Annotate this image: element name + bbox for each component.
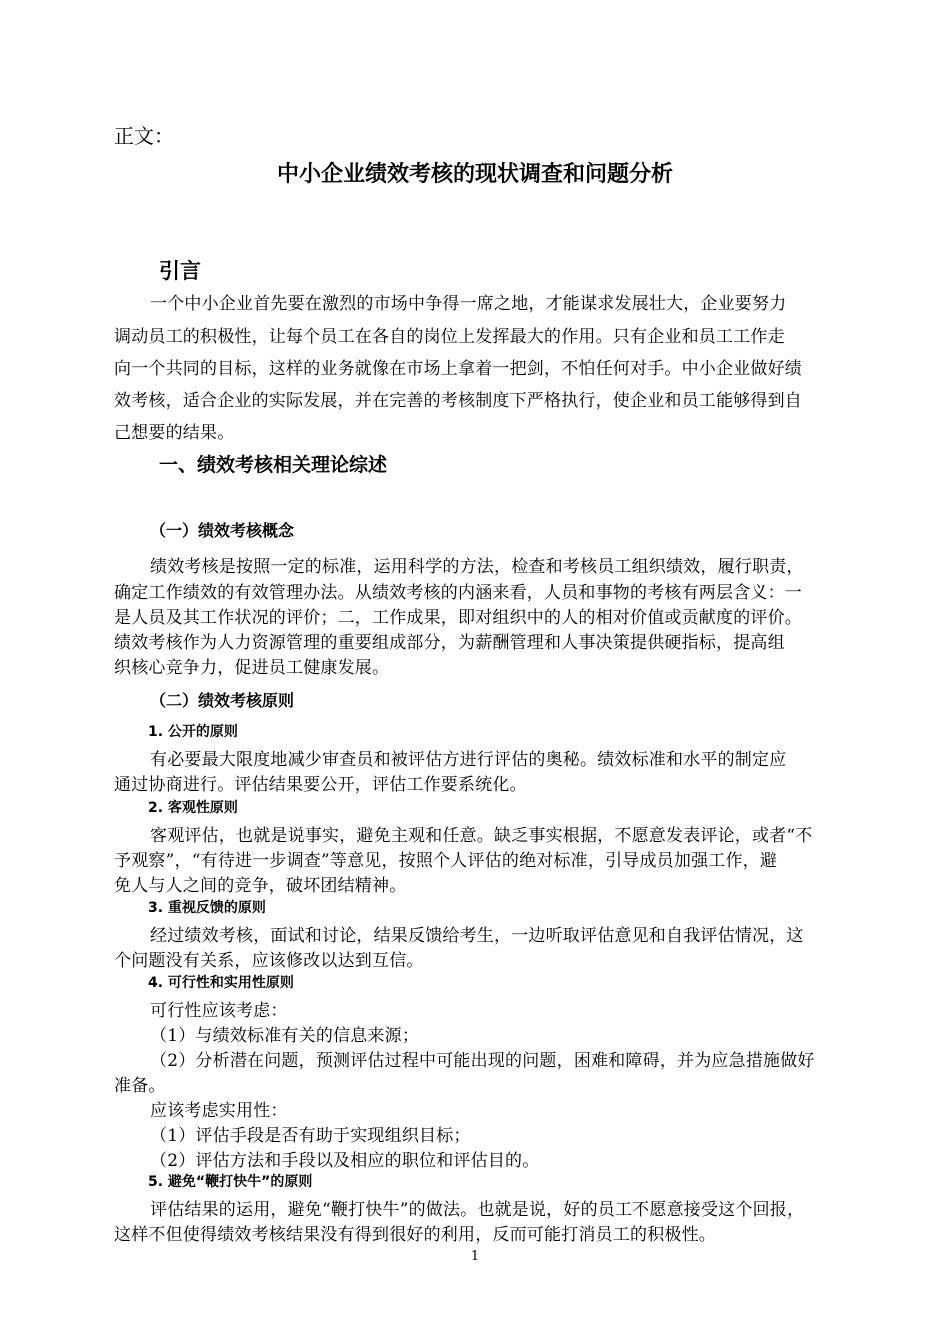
principle-2-line-1: 客观评估，也就是说事实，避免主观和任意。缺乏事实根据，不愿意发表评论，或者“不	[150, 826, 813, 846]
body-label: 正文：	[114, 124, 174, 148]
principle-4-line-5: 应该考虑实用性：	[150, 1101, 288, 1121]
principle-4-line-2: （1）与绩效标准有关的信息来源；	[150, 1026, 420, 1046]
intro-line-5: 己想要的结果。	[114, 423, 235, 443]
principle-2-line-2: 予观察”，“有待进一步调查”等意见，按照个人评估的绝对标准，引导成员加强工作，避	[114, 851, 778, 871]
principle-3-line-2: 个问题没有关系，应该修改以达到互信。	[114, 951, 424, 971]
principle-3-line-1: 经过绩效考核，面试和讨论，结果反馈给考生，一边听取评估意见和自我评估情况，这	[150, 926, 804, 946]
section-1-heading: 一、绩效考核相关理论综述	[159, 454, 388, 476]
sub1-line-1: 绩效考核是按照一定的标准，运用科学的方法，检查和考核员工组织绩效，履行职责，	[150, 557, 804, 577]
sub1-line-5: 织核心竞争力，促进员工健康发展。	[114, 658, 390, 678]
intro-heading: 引言	[159, 259, 201, 283]
sub1-line-2: 确定工作绩效的有效管理办法。从绩效考核的内涵来看，人员和事物的考核有两层含义：一	[114, 583, 802, 603]
principle-1-line-1: 有必要最大限度地减少审查员和被评估方进行评估的奥秘。绩效标准和水平的制定应	[150, 750, 787, 770]
principle-4-line-4: 准备。	[114, 1076, 166, 1096]
principle-4-line-1: 可行性应该考虑：	[150, 1001, 288, 1021]
principle-1-line-2: 通过协商进行。评估结果要公开，评估工作要系统化。	[114, 775, 527, 795]
sub1-line-3: 是人员及其工作状况的评价；二，工作成果，即对组织中的人的相对价值或贡献度的评价。	[114, 608, 802, 628]
principle-5-line-2: 这样不但使得绩效考核结果没有得到很好的利用，反而可能打消员工的积极性。	[114, 1225, 716, 1245]
page-number: 1	[470, 1249, 480, 1264]
subsection-1-heading: （一）绩效考核概念	[150, 521, 295, 540]
principle-4-line-7: （2）评估方法和手段以及相应的职位和评估目的。	[150, 1151, 540, 1171]
principle-1-heading: 1. 公开的原则	[148, 724, 238, 740]
principle-4-heading: 4. 可行性和实用性原则	[148, 975, 294, 991]
principle-4-line-6: （1）评估手段是否有助于实现组织目标；	[150, 1126, 471, 1146]
principle-5-line-1: 评估结果的运用，避免“鞭打快牛”的做法。也就是说，好的员工不愿意接受这个回报，	[150, 1200, 805, 1220]
sub1-line-4: 绩效考核作为人力资源管理的重要组成部分，为薪酬管理和人事决策提供硬指标，提高组	[114, 633, 785, 653]
principle-2-heading: 2. 客观性原则	[148, 800, 238, 816]
intro-line-1: 一个中小企业首先要在激烈的市场中争得一席之地，才能谋求发展壮大，企业要努力	[150, 294, 787, 314]
principle-3-heading: 3. 重视反馈的原则	[148, 900, 266, 916]
intro-line-3: 向一个共同的目标，这样的业务就像在市场上拿着一把剑，不怕任何对手。中小企业做好绩	[114, 359, 802, 379]
document-title: 中小企业绩效考核的现状调查和问题分析	[276, 162, 673, 187]
subsection-2-heading: （二）绩效考核原则	[150, 691, 295, 710]
principle-5-heading: 5. 避免“鞭打快牛”的原则	[148, 1174, 313, 1190]
principle-2-line-3: 免人与人之间的竞争，破坏团结精神。	[114, 876, 407, 896]
intro-line-2: 调动员工的积极性，让每个员工在各自的岗位上发挥最大的作用。只有企业和员工工作走	[114, 327, 785, 347]
intro-line-4: 效考核，适合企业的实际发展，并在完善的考核制度下严格执行，使企业和员工能够得到自	[114, 391, 802, 411]
principle-4-line-3: （2）分析潜在问题，预测评估过程中可能出现的问题，困难和障碍，并为应急措施做好	[150, 1051, 815, 1071]
